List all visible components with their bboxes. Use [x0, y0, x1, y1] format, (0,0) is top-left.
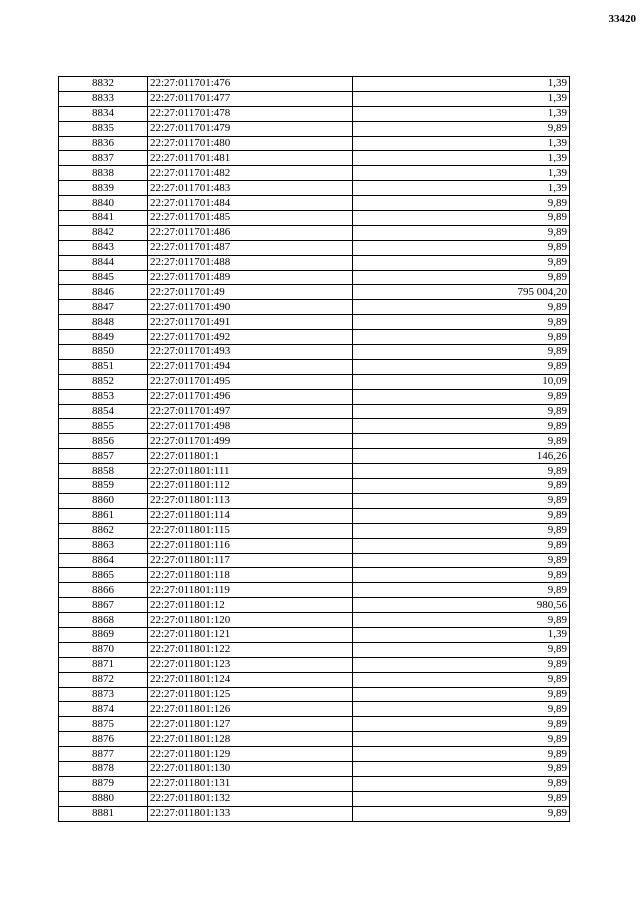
cadastral-number-cell: 22:27:011701:497 — [148, 404, 353, 419]
row-number-cell: 8865 — [59, 568, 148, 583]
value-cell: 9,89 — [353, 732, 570, 747]
value-cell: 9,89 — [353, 330, 570, 345]
value-cell: 1,39 — [353, 136, 570, 151]
value-cell: 9,89 — [353, 300, 570, 315]
table-row — [59, 761, 570, 776]
value-cell: 1,39 — [353, 91, 570, 106]
row-number-cell: 8844 — [59, 255, 148, 270]
cadastral-number-cell: 22:27:011701:489 — [148, 270, 353, 285]
row-number-cell: 8852 — [59, 374, 148, 389]
table-row — [59, 464, 570, 479]
cadastral-number-cell: 22:27:011701:496 — [148, 389, 353, 404]
row-number-cell: 8855 — [59, 419, 148, 434]
row-number-cell: 8864 — [59, 553, 148, 568]
cadastral-number-cell: 22:27:011801:120 — [148, 613, 353, 628]
table-row — [59, 300, 570, 315]
cadastral-number-cell: 22:27:011701:499 — [148, 434, 353, 449]
cadastral-number-cell: 22:27:011701:482 — [148, 166, 353, 181]
cadastral-number-cell: 22:27:011701:494 — [148, 359, 353, 374]
row-number-cell: 8856 — [59, 434, 148, 449]
row-number-cell: 8870 — [59, 642, 148, 657]
cadastral-number-cell: 22:27:011801:119 — [148, 583, 353, 598]
value-cell: 9,89 — [353, 568, 570, 583]
value-cell: 9,89 — [353, 493, 570, 508]
table-body — [59, 77, 570, 822]
row-number-cell: 8839 — [59, 181, 148, 196]
value-cell: 9,89 — [353, 121, 570, 136]
cadastral-number-cell: 22:27:011701:491 — [148, 315, 353, 330]
cadastral-number-cell: 22:27:011701:492 — [148, 330, 353, 345]
cadastral-number-cell: 22:27:011701:478 — [148, 106, 353, 121]
cadastral-number-cell: 22:27:011801:123 — [148, 657, 353, 672]
value-cell: 9,89 — [353, 702, 570, 717]
table-row — [59, 91, 570, 106]
row-number-cell: 8874 — [59, 702, 148, 717]
cadastral-number-cell: 22:27:011701:493 — [148, 345, 353, 360]
table-row — [59, 613, 570, 628]
value-cell: 9,89 — [353, 508, 570, 523]
table-row — [59, 657, 570, 672]
value-cell: 9,89 — [353, 717, 570, 732]
table-row — [59, 359, 570, 374]
table-row — [59, 106, 570, 121]
row-number-cell: 8857 — [59, 449, 148, 464]
row-number-cell: 8868 — [59, 613, 148, 628]
table-row — [59, 404, 570, 419]
table-row — [59, 523, 570, 538]
row-number-cell: 8846 — [59, 285, 148, 300]
table-row — [59, 583, 570, 598]
row-number-cell: 8872 — [59, 672, 148, 687]
value-cell: 9,89 — [353, 687, 570, 702]
value-cell: 9,89 — [353, 419, 570, 434]
cadastral-number-cell: 22:27:011801:114 — [148, 508, 353, 523]
table-row — [59, 225, 570, 240]
table-row — [59, 285, 570, 300]
row-number-cell: 8853 — [59, 389, 148, 404]
cadastral-number-cell: 22:27:011801:133 — [148, 806, 353, 821]
row-number-cell: 8835 — [59, 121, 148, 136]
table-row — [59, 806, 570, 821]
value-cell: 9,89 — [353, 672, 570, 687]
cadastral-number-cell: 22:27:011801:113 — [148, 493, 353, 508]
value-cell: 9,89 — [353, 613, 570, 628]
table-row — [59, 493, 570, 508]
cadastral-number-cell: 22:27:011801:129 — [148, 747, 353, 762]
value-cell: 1,39 — [353, 77, 570, 92]
table-row — [59, 166, 570, 181]
value-cell: 1,39 — [353, 106, 570, 121]
row-number-cell: 8879 — [59, 776, 148, 791]
cadastral-number-cell: 22:27:011701:484 — [148, 196, 353, 211]
row-number-cell: 8845 — [59, 270, 148, 285]
value-cell: 795 004,20 — [353, 285, 570, 300]
row-number-cell: 8867 — [59, 598, 148, 613]
value-cell: 9,89 — [353, 479, 570, 494]
cadastral-number-cell: 22:27:011801:125 — [148, 687, 353, 702]
value-cell: 9,89 — [353, 270, 570, 285]
value-cell: 9,89 — [353, 538, 570, 553]
table-row — [59, 479, 570, 494]
cadastral-number-cell: 22:27:011801:131 — [148, 776, 353, 791]
row-number-cell: 8837 — [59, 151, 148, 166]
value-cell: 9,89 — [353, 404, 570, 419]
value-cell: 9,89 — [353, 761, 570, 776]
row-number-cell: 8860 — [59, 493, 148, 508]
cadastral-number-cell: 22:27:011701:495 — [148, 374, 353, 389]
value-cell: 9,89 — [353, 315, 570, 330]
row-number-cell: 8847 — [59, 300, 148, 315]
value-cell: 1,39 — [353, 166, 570, 181]
table-row — [59, 255, 570, 270]
cadastral-number-cell: 22:27:011701:49 — [148, 285, 353, 300]
cadastral-number-cell: 22:27:011801:12 — [148, 598, 353, 613]
row-number-cell: 8880 — [59, 791, 148, 806]
table-row — [59, 330, 570, 345]
row-number-cell: 8854 — [59, 404, 148, 419]
value-cell: 1,39 — [353, 151, 570, 166]
cadastral-number-cell: 22:27:011701:498 — [148, 419, 353, 434]
table-row — [59, 791, 570, 806]
value-cell: 9,89 — [353, 255, 570, 270]
row-number-cell: 8861 — [59, 508, 148, 523]
row-number-cell: 8866 — [59, 583, 148, 598]
row-number-cell: 8863 — [59, 538, 148, 553]
table-row — [59, 136, 570, 151]
table-row — [59, 389, 570, 404]
row-number-cell: 8849 — [59, 330, 148, 345]
row-number-cell: 8834 — [59, 106, 148, 121]
value-cell: 10,09 — [353, 374, 570, 389]
value-cell: 9,89 — [353, 196, 570, 211]
value-cell: 9,89 — [353, 806, 570, 821]
row-number-cell: 8841 — [59, 211, 148, 226]
table-row — [59, 508, 570, 523]
value-cell: 980,56 — [353, 598, 570, 613]
row-number-cell: 8875 — [59, 717, 148, 732]
cadastral-number-cell: 22:27:011701:476 — [148, 77, 353, 92]
table-row — [59, 211, 570, 226]
value-cell: 9,89 — [353, 225, 570, 240]
cadastral-number-cell: 22:27:011801:116 — [148, 538, 353, 553]
cadastral-number-cell: 22:27:011701:488 — [148, 255, 353, 270]
cadastral-number-cell: 22:27:011801:122 — [148, 642, 353, 657]
value-cell: 9,89 — [353, 747, 570, 762]
table-row — [59, 538, 570, 553]
row-number-cell: 8858 — [59, 464, 148, 479]
row-number-cell: 8843 — [59, 240, 148, 255]
value-cell: 9,89 — [353, 434, 570, 449]
table-row — [59, 240, 570, 255]
table-row — [59, 151, 570, 166]
cadastral-number-cell: 22:27:011801:126 — [148, 702, 353, 717]
row-number-cell: 8850 — [59, 345, 148, 360]
row-number-cell: 8876 — [59, 732, 148, 747]
value-cell: 9,89 — [353, 523, 570, 538]
cadastral-number-cell: 22:27:011801:121 — [148, 627, 353, 642]
page-number: 33420 — [608, 13, 636, 25]
table-row — [59, 419, 570, 434]
cadastral-number-cell: 22:27:011801:1 — [148, 449, 353, 464]
value-cell: 1,39 — [353, 627, 570, 642]
cadastral-number-cell: 22:27:011801:127 — [148, 717, 353, 732]
table-row — [59, 776, 570, 791]
value-cell: 146,26 — [353, 449, 570, 464]
cadastral-number-cell: 22:27:011701:479 — [148, 121, 353, 136]
table-row — [59, 434, 570, 449]
value-cell: 9,89 — [353, 791, 570, 806]
value-cell: 9,89 — [353, 211, 570, 226]
cadastral-number-cell: 22:27:011801:124 — [148, 672, 353, 687]
table-row — [59, 196, 570, 211]
table-row — [59, 181, 570, 196]
table-row — [59, 717, 570, 732]
table-row — [59, 121, 570, 136]
table-row — [59, 449, 570, 464]
cadastral-number-cell: 22:27:011801:128 — [148, 732, 353, 747]
value-cell: 9,89 — [353, 464, 570, 479]
value-cell: 9,89 — [353, 776, 570, 791]
row-number-cell: 8862 — [59, 523, 148, 538]
table-row — [59, 642, 570, 657]
value-cell: 1,39 — [353, 181, 570, 196]
table-row — [59, 702, 570, 717]
row-number-cell: 8881 — [59, 806, 148, 821]
value-cell: 9,89 — [353, 240, 570, 255]
value-cell: 9,89 — [353, 642, 570, 657]
row-number-cell: 8832 — [59, 77, 148, 92]
value-cell: 9,89 — [353, 583, 570, 598]
cadastral-number-cell: 22:27:011701:490 — [148, 300, 353, 315]
cadastral-number-cell: 22:27:011801:130 — [148, 761, 353, 776]
row-number-cell: 8848 — [59, 315, 148, 330]
value-cell: 9,89 — [353, 345, 570, 360]
table-row — [59, 732, 570, 747]
row-number-cell: 8859 — [59, 479, 148, 494]
table-row — [59, 553, 570, 568]
cadastral-number-cell: 22:27:011701:477 — [148, 91, 353, 106]
value-cell: 9,89 — [353, 389, 570, 404]
row-number-cell: 8840 — [59, 196, 148, 211]
row-number-cell: 8838 — [59, 166, 148, 181]
table-row — [59, 747, 570, 762]
cadastral-table — [58, 76, 570, 822]
row-number-cell: 8842 — [59, 225, 148, 240]
row-number-cell: 8871 — [59, 657, 148, 672]
cadastral-number-cell: 22:27:011801:132 — [148, 791, 353, 806]
row-number-cell: 8878 — [59, 761, 148, 776]
cadastral-number-cell: 22:27:011801:111 — [148, 464, 353, 479]
cadastral-number-cell: 22:27:011701:485 — [148, 211, 353, 226]
cadastral-number-cell: 22:27:011801:115 — [148, 523, 353, 538]
table-row — [59, 77, 570, 92]
table-row — [59, 568, 570, 583]
row-number-cell: 8869 — [59, 627, 148, 642]
table-row — [59, 315, 570, 330]
table-row — [59, 374, 570, 389]
cadastral-number-cell: 22:27:011701:486 — [148, 225, 353, 240]
cadastral-number-cell: 22:27:011801:112 — [148, 479, 353, 494]
table-row — [59, 687, 570, 702]
cadastral-number-cell: 22:27:011701:481 — [148, 151, 353, 166]
cadastral-number-cell: 22:27:011701:487 — [148, 240, 353, 255]
cadastral-number-cell: 22:27:011801:117 — [148, 553, 353, 568]
cadastral-number-cell: 22:27:011701:483 — [148, 181, 353, 196]
row-number-cell: 8833 — [59, 91, 148, 106]
value-cell: 9,89 — [353, 657, 570, 672]
table-row — [59, 598, 570, 613]
row-number-cell: 8851 — [59, 359, 148, 374]
table-row — [59, 345, 570, 360]
row-number-cell: 8836 — [59, 136, 148, 151]
row-number-cell: 8873 — [59, 687, 148, 702]
value-cell: 9,89 — [353, 553, 570, 568]
table-row — [59, 627, 570, 642]
table-row — [59, 270, 570, 285]
table-row — [59, 672, 570, 687]
cadastral-number-cell: 22:27:011701:480 — [148, 136, 353, 151]
cadastral-number-cell: 22:27:011801:118 — [148, 568, 353, 583]
row-number-cell: 8877 — [59, 747, 148, 762]
value-cell: 9,89 — [353, 359, 570, 374]
